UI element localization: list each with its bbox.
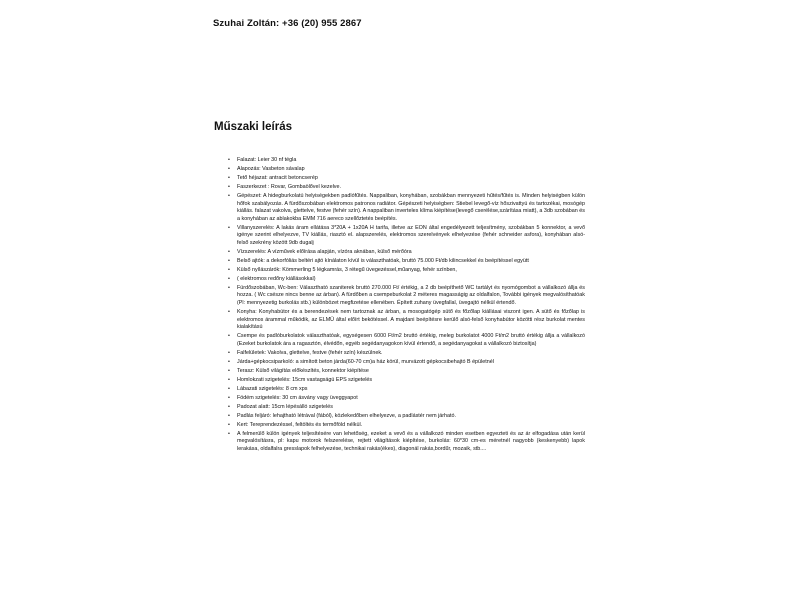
bullet-icon: • [228, 174, 230, 181]
bullet-icon: • [228, 385, 230, 392]
bullet-icon: • [228, 165, 230, 172]
bullet-icon: • [228, 333, 230, 340]
list-item-text: Kert: Tereprendezéssel, feltöltés és termőföld nélkül. [237, 421, 363, 428]
bullet-icon: • [228, 257, 230, 264]
list-item-text: Fürdőszobában, Wc-ben: Választható szaniterek bruttó 270.000 Ft/ értékig, a 2 db beépíthető WC tartályt és nyomógombot a vállalkozó állja és hozza. ( Wc csésze nincs benne az árban). A fürdőben a csempeburkolat 2 méteres magasságig az oldalfalon, További igények megvalósíthatóak (Pl: mennyezetig burkolás stb.) különbözet megfizetése ellenében. Épített zuhany üvegfallal, üvegajtó nélkül értendő. [237, 284, 585, 306]
list-item [228, 184, 585, 192]
list-item-text: Lábazati szigetelés: 8 cm xps [237, 385, 308, 392]
list-item-text: Csempe és padlóburkolatok választhatóak, egységesen 6000 Ft/m2 bruttó értékig, meleg burkolatot 4000 Ft/m2 bruttó értékig állja a vállalkozó (Ezeket burkolatok ára a ragasztón, élvédőn, egyéb segédanyagokon kívül értendő, a segédanyagokat a vállalkozó biztosítja) [237, 333, 585, 347]
bullet-icon: • [228, 430, 230, 437]
bullet-icon: • [228, 192, 230, 199]
list-item [228, 193, 585, 223]
bullet-icon: • [228, 358, 230, 365]
list-item [228, 267, 585, 275]
list-item [228, 309, 585, 332]
bullet-icon: • [228, 421, 230, 428]
list-item-text: Padozat alatt: 15cm lépésálló szigetelés [237, 403, 333, 410]
list-item [228, 386, 585, 394]
list-item-text: Konyha: Konyhabútor és a berendezések nem tartoznak az árban, a mosogatógép sütő és főzőlap kiállásai viszont igen. A sütő és főzőlap is elektromos árammal működik, az ELMŰ által előírt bekötéssel. A majdani beépítésre kerülő alsó-felső konyhabútor közötti rész burkolat mentes kialakítású [237, 308, 585, 331]
list-item-text: Alapozás: Vasbeton sávalap [237, 165, 305, 172]
list-item [228, 368, 585, 376]
bullet-icon: • [228, 394, 230, 401]
list-item-text: Falazat: Leier 30 nf tégla [237, 157, 297, 163]
list-item-text: Falfelületek: Vakolva, glettelve, festve (fehér szín) készülnek. [237, 349, 383, 356]
bullet-icon: • [228, 349, 230, 356]
list-item-text: Járda+gépkocsiparkoló: a simított beton járda(60-70 cm)a ház körül, murvázott gépkocsibehajtó B épületnél [237, 358, 494, 365]
list-item-text: Vízszerelés: A vízművek előírása alapján, vízóra aknában, külső mérőóra [237, 248, 412, 255]
bullet-icon: • [228, 183, 230, 190]
list-item [228, 333, 585, 348]
bullet-icon: • [228, 284, 230, 291]
list-item [228, 395, 585, 403]
bullet-icon: • [228, 224, 230, 231]
list-item [228, 258, 585, 266]
list-item [228, 431, 585, 454]
bullet-icon: • [228, 403, 230, 410]
list-item-text: Terasz: Külső világítás előkészítés, konnektor kiépítése [237, 367, 369, 374]
list-item [228, 404, 585, 412]
bullet-icon: • [228, 376, 230, 383]
spec-list [228, 157, 585, 455]
list-item-text: Külső nyílászárók: Kömmerling 5 légkamrás, 3 rétegű üvegezéssel,műanyag, fehér színben, [237, 266, 457, 273]
list-item-text: A felmerülő külön igények teljesítésére van lehetőség, ezeket a vevő és a vállalkozó minden esetben egyezteti és az ár elfogadása után kerül megvalósításra, pl: kapu motorok felszerelése, rejtett világítások kiépítése, burkolás: 60*30 cm-es méretnél nagyobb (keskenyebb) lapok lerakása, oldalfalra gresslapok felhelyezése, technikai rakás(ékes), diagonál rakás,bordűr, mozaik, stb.... [237, 430, 585, 452]
list-item [228, 413, 585, 421]
list-item-text: Padlás feljáró: lehajtható létrával (fából), közlekedőben elhelyezve, a padlástér nem járható. [237, 412, 457, 419]
bullet-icon: • [228, 367, 230, 374]
list-item-text: Homlokzati szigetelés: 15cm vastagságú EPS szigetelés [237, 376, 373, 383]
list-item [228, 350, 585, 358]
list-item [228, 377, 585, 385]
list-item [228, 175, 585, 183]
list-item-text: ( elektromos redőny kiállásokkal) [237, 275, 316, 282]
list-item [228, 157, 585, 165]
list-item-text: Födém szigetelés: 30 cm ásvány vagy üveggyapot [237, 394, 358, 401]
bullet-icon: • [228, 157, 230, 163]
list-item [228, 166, 585, 174]
list-item [228, 225, 585, 248]
list-item-text: Gépészet: A hidegburkolatú helyiségekben padlófűtés. Nappaliban, konyhában, szobákban mennyezeti hűtés/fűtés is. Minden helyiségben külön hőfok szabályozás. A fürdőszobában elektromos patronos radiátor. Gépészeti helyiségben: Stiebel levegő-víz hőszivattyú és tartozékai, mosógép kiállás. falazat vakolva, glettelve, festve (fehér szín). A nappaliban inverteles klíma kiépítése(levegő cserélése,szárítása miatt), a 3db szobában és a konyhában az ablakokba EMM 716 aereco szellőztetés beépítés. [237, 192, 585, 222]
list-item [228, 359, 585, 367]
list-item [228, 285, 585, 308]
list-item-text: Villanyszerelés: A lakás áram ellátása 3*20A + 1x20A H tarifa, illetve az EON által engedélyezett teljesítmény, szobákban 5 konnektor, a vevő igénye szerint elhelyezve, TV kiállás, riasztó el. alapszerelés, elektromos szerelvények elhelyezése (fehér schneider asfora), konyhában alsó-felső szekrény között 9db dugalj [237, 224, 585, 246]
bullet-icon: • [228, 308, 230, 315]
list-item [228, 276, 585, 284]
bullet-icon: • [228, 412, 230, 419]
list-item-text: Tető héjazat: antracit betoncserép [237, 174, 318, 181]
list-item-text: Faszerkezet : Rovar, Gombaölővel kezelve. [237, 183, 341, 190]
bullet-icon: • [228, 266, 230, 273]
list-item-text: Belső ajtók: a dekorfóliás beltéri ajtó kínálaton kívül is választhatóak, bruttó 75.000 Ft/db kilincsekkel és beépítéssel együtt [237, 257, 529, 264]
list-item [228, 422, 585, 430]
section-title: Műszaki leírás [214, 121, 292, 133]
list-item [228, 249, 585, 257]
bullet-icon: • [228, 275, 230, 282]
bullet-icon: • [228, 248, 230, 255]
contact-line: Szuhai Zoltán: +36 (20) 955 2867 [213, 18, 362, 29]
